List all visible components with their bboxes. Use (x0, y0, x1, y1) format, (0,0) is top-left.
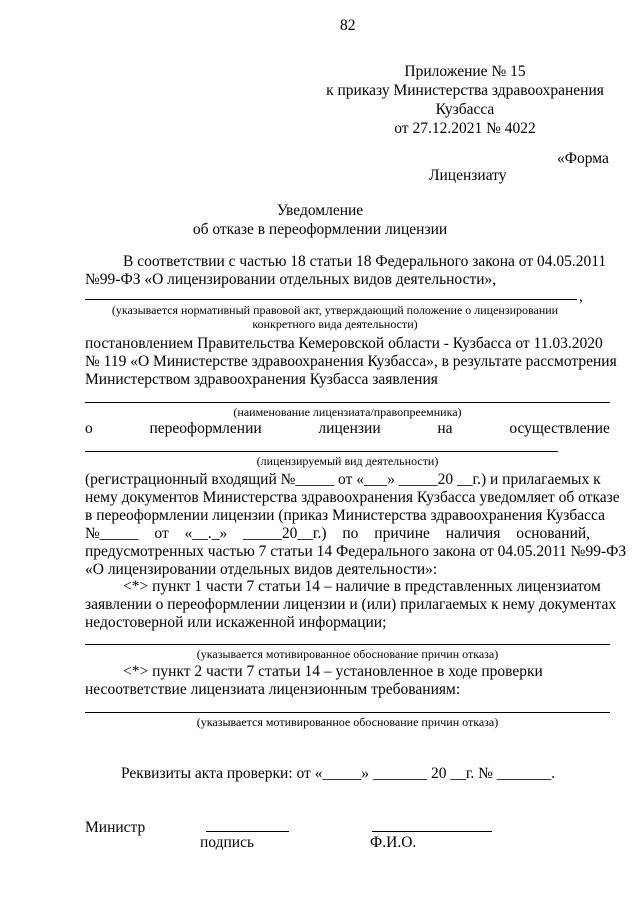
licensed-activity-field (85, 451, 558, 452)
p2-line-1: постановлением Правительства Кемеровской области - Кузбасса от 11.03.2020 (85, 335, 603, 352)
inspection-act-details: Реквизиты акта проверки: от «_____» _______ 20 __г. № _______. (121, 765, 555, 782)
appendix-line-1: Приложение № 15 (404, 63, 526, 80)
appendix-line-3: Кузбасса (435, 101, 495, 118)
document-title (170, 201, 470, 239)
normative-act-comma: , (579, 288, 583, 305)
p3-word-3: лицензии (318, 420, 381, 437)
p3-word-5: осуществление (509, 420, 610, 437)
normative-act-field (85, 299, 577, 300)
p3-line (85, 419, 610, 438)
full-name-label: Ф.И.О. (370, 834, 417, 851)
hint-normative-act (85, 303, 585, 331)
refusal-reason-1-field (85, 644, 610, 645)
p6-line-2: несоответствие лицензиата лицензионным требованиям: (85, 681, 461, 698)
hint-refusal-reason-2: (указывается мотивированное обоснование причин отказа) (196, 715, 499, 729)
p4-line-2: нему документов Министерства здравоохранения Кузбасса уведомляет об отказе (85, 489, 620, 506)
p3-word-1: о (85, 420, 93, 437)
hint-licensed-activity: (лицензируемый вид деятельности) (256, 454, 439, 468)
appendix-header (320, 62, 610, 138)
signature-label: подпись (200, 834, 255, 851)
licensee-name-field (85, 402, 610, 403)
form-label: «Форма (557, 150, 609, 167)
hint1-line-1: (указывается нормативный правовой акт, утверждающий положение о лицензировании (111, 303, 559, 317)
p4-line-1: (регистрационный входящий №_____ от «___» _____20 __г.) и прилагаемых к (85, 471, 601, 488)
title-line-2: об отказе в переоформлении лицензии (192, 221, 448, 238)
hint-licensee-name: (наименование лицензиата/правопреемника) (233, 405, 462, 419)
addressee: Лицензиату (429, 167, 507, 184)
p4-line-6: «О лицензировании отдельных видов деятельности»: (85, 561, 438, 578)
full-name-field (372, 831, 492, 832)
p2-line-3: Министерством здравоохранения Кузбасса заявления (85, 371, 438, 388)
signatory-position: Министр (85, 819, 146, 836)
refusal-reason-2-field (85, 712, 610, 713)
appendix-line-2: к приказу Министерства здравоохранения (326, 82, 604, 99)
title-line-1: Уведомление (276, 202, 364, 219)
p4-line-5: предусмотренных частью 7 статьи 14 Федерального закона от 04.05.2011 №99-ФЗ (85, 543, 627, 560)
p4-line-3: в переоформлении лицензии (приказ Министерства здравоохранения Кузбасса (85, 507, 605, 524)
p5-line-2: заявлении о переоформлении лицензии и (или) прилагаемых к нему документах (85, 596, 617, 613)
p6-line-1: <*> пункт 2 части 7 статьи 14 – установленное в ходе проверки (123, 663, 543, 680)
p3-word-4: на (437, 420, 453, 437)
p3-word-2: переоформлении (149, 420, 262, 437)
hint-refusal-reason-1: (указывается мотивированное обоснование причин отказа) (196, 647, 499, 661)
p2-line-2: № 119 «О Министерстве здравоохранения Кузбасса», в результате рассмотрения (85, 353, 617, 370)
p1-line-1: В соответствии с частью 18 статьи 18 Федерального закона от 04.05.2011 (123, 253, 607, 270)
p4-line-4: №_____ от «__._» _____20__г.) по причине наличия оснований, (85, 525, 591, 542)
hint1-line-2: конкретного вида деятельности) (252, 317, 418, 331)
signature-field (206, 831, 289, 832)
p5-line-1: <*> пункт 1 части 7 статьи 14 – наличие в представленных лицензиатом (123, 578, 601, 595)
appendix-line-4: от 27.12.2021 № 4022 (394, 120, 536, 137)
p5-line-3: недостоверной или искаженной информации; (85, 614, 387, 631)
page-number: 82 (340, 17, 356, 34)
p1-line-2: №99-ФЗ «О лицензировании отдельных видов деятельности», (85, 271, 497, 288)
